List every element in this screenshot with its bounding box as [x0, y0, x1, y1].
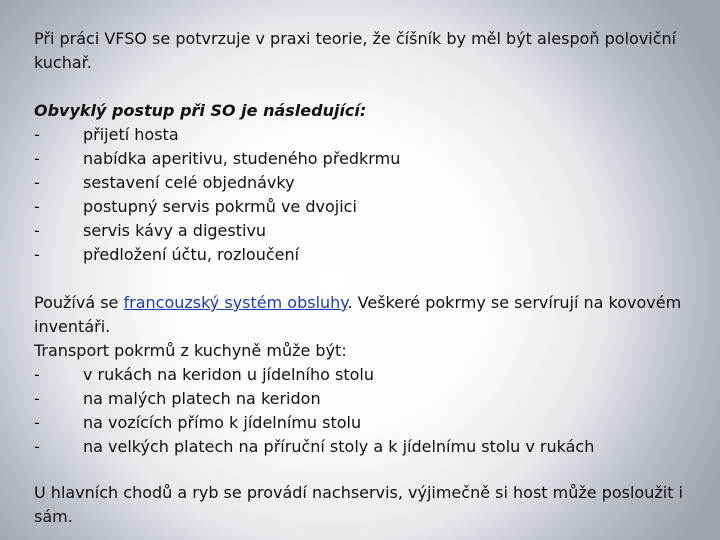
transport-item-text: na vozících přímo k jídelnímu stolu [83, 413, 362, 432]
procedure-item [34, 147, 694, 171]
procedure-item-text: přijetí hosta [83, 125, 179, 144]
bullet-dash: - [34, 173, 40, 192]
procedure-item-text: postupný servis pokrmů ve dvojici [83, 197, 357, 216]
bullet-dash: - [34, 221, 40, 240]
transport-item [34, 435, 694, 459]
bullet-dash: - [34, 389, 40, 408]
spacer [34, 267, 694, 291]
transport-item [34, 411, 694, 435]
spacer [34, 75, 694, 99]
procedure-item [34, 171, 694, 195]
system-paragraph [34, 291, 694, 339]
procedure-heading: Obvyklý postup při SO je následující: [34, 101, 367, 120]
transport-item-text: na velkých platech na příruční stoly a k jídelnímu stolu v rukách [83, 437, 595, 456]
procedure-item-text: nabídka aperitivu, studeného předkrmu [83, 149, 401, 168]
procedure-list [34, 123, 694, 267]
bullet-dash: - [34, 437, 40, 456]
procedure-item-text: předložení účtu, rozloučení [83, 245, 300, 264]
bullet-dash: - [34, 413, 40, 432]
spacer [34, 459, 694, 481]
transport-item [34, 363, 694, 387]
procedure-item [34, 123, 694, 147]
system-suffix: . Veškeré pokrmy se servírují na kovovém inventáři. [34, 293, 682, 336]
transport-item-text: v rukách na keridon u jídelního stolu [83, 365, 374, 384]
procedure-item [34, 219, 694, 243]
bullet-dash: - [34, 125, 40, 144]
bullet-dash: - [34, 197, 40, 216]
bullet-dash: - [34, 149, 40, 168]
slide-content [34, 27, 694, 529]
bullet-dash: - [34, 365, 40, 384]
procedure-item-text: sestavení celé objednávky [83, 173, 295, 192]
closing-paragraph: U hlavních chodů a ryb se provádí nachservis, výjimečně si host může posloužit i sám. [34, 483, 683, 526]
procedure-item [34, 195, 694, 219]
system-prefix: Používá se [34, 293, 124, 312]
transport-item [34, 387, 694, 411]
procedure-item [34, 243, 694, 267]
procedure-item-text: servis kávy a digestivu [83, 221, 267, 240]
bullet-dash: - [34, 245, 40, 264]
transport-list [34, 363, 694, 459]
french-service-link[interactable]: francouzský systém obsluhy [123, 293, 348, 312]
transport-heading: Transport pokrmů z kuchyně může být: [34, 341, 347, 360]
transport-item-text: na malých platech na keridon [83, 389, 321, 408]
intro-paragraph: Při práci VFSO se potvrzuje v praxi teorie, že číšník by měl být alespoň poloviční kuchař. [34, 29, 677, 72]
